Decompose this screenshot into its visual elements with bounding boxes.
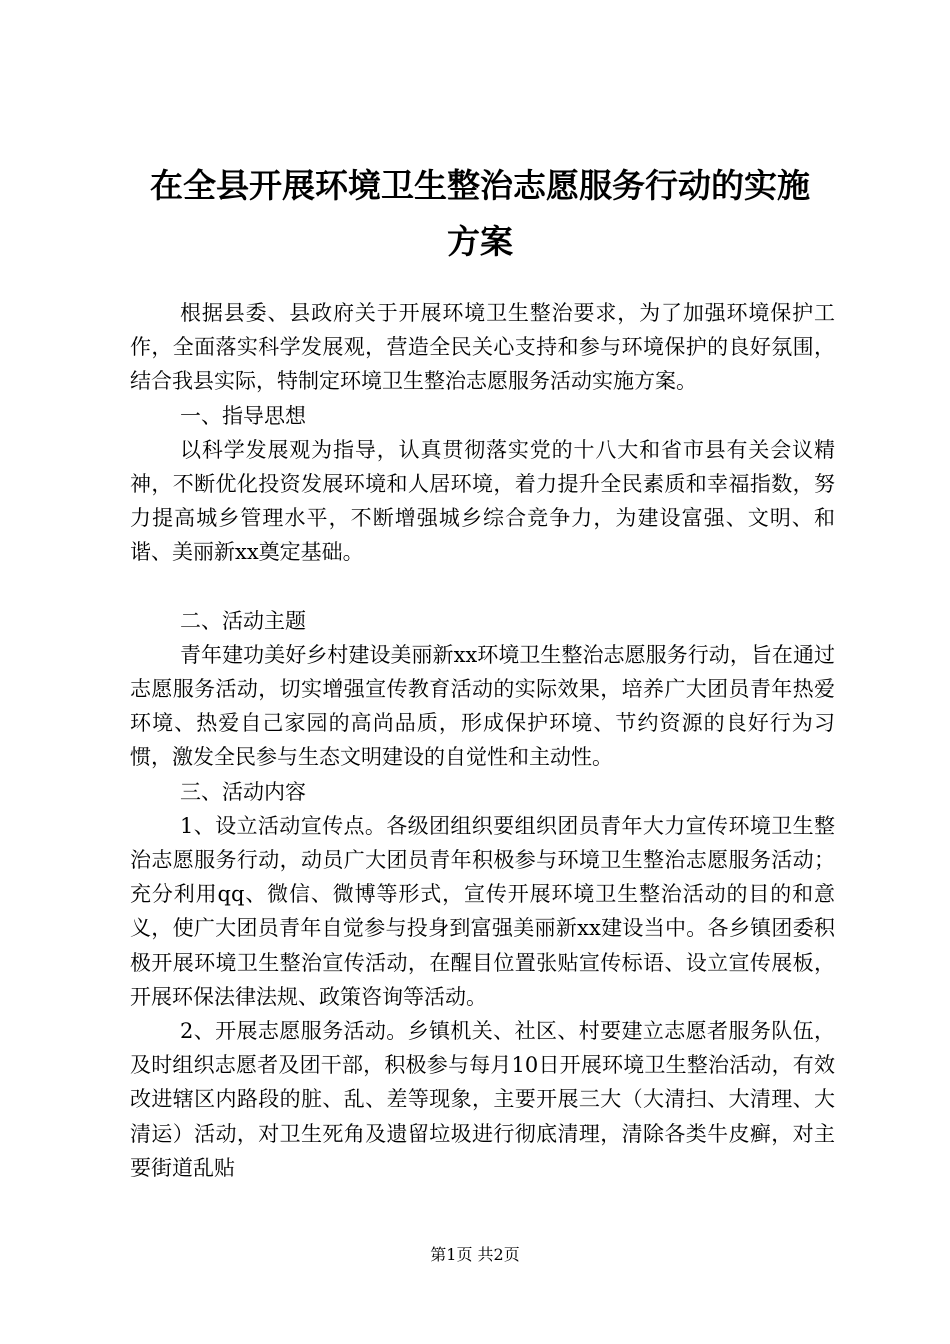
page-footer: 第1页 共2页 (430, 1245, 520, 1264)
section-heading-activity-theme: 二、活动主题 (180, 608, 306, 633)
paragraph-gap (130, 570, 835, 604)
document-title-line2: 方案 (447, 222, 513, 261)
section-body-guiding-ideology: 以科学发展观为指导，认真贯彻落实党的十八大和省市县有关会议精神，不断优化投资发展环境和人居环境，着力提升全民素质和幸福指数，努力提高城乡管理水平，不断增强城乡综合竞争力，为建设富强、文明、和谐、美丽新xx奠定基础。 (130, 437, 835, 565)
activity-item-2: 2、开展志愿服务活动。乡镇机关、社区、村要建立志愿者服务队伍，及时组织志愿者及团干部，积极参与每月10日开展环境卫生整治活动，有效改进辖区内路段的脏、乱、差等现象，主要开展三大（大清扫、大清理、大清运）活动，对卫生死角及遗留垃圾进行彻底清理，清除各类牛皮癣，对主要街道乱贴 (130, 1019, 835, 1180)
section-heading-activity-content: 三、活动内容 (180, 779, 306, 804)
section-heading-guiding-ideology: 一、指导思想 (180, 403, 306, 428)
document-body (130, 296, 835, 1185)
activity-item-1: 1、设立活动宣传点。各级团组织要组织团员青年大力宣传环境卫生整治志愿服务行动，动员广大团员青年积极参与环境卫生整治志愿服务活动；充分利用qq、微信、微博等形式，宣传开展环境卫生整治活动的目的和意义，使广大团员青年自觉参与投身到富强美丽新xx建设当中。各乡镇团委积极开展环境卫生整治宣传活动，在醒目位置张贴宣传标语、设立宣传展板，开展环保法律法规、政策咨询等活动。 (130, 813, 835, 1009)
document-title-line1: 在全县开展环境卫生整治志愿服务行动的实施 (150, 166, 810, 205)
section-body-activity-theme: 青年建功美好乡村建设美丽新xx环境卫生整治志愿服务行动，旨在通过志愿服务活动，切实增强宣传教育活动的实际效果，培养广大团员青年热爱环境、热爱自己家园的高尚品质，形成保护环境、节约资源的良好行为习惯，激发全民参与生态文明建设的自觉性和主动性。 (130, 642, 835, 770)
intro-paragraph: 根据县委、县政府关于开展环境卫生整治要求，为了加强环境保护工作，全面落实科学发展观，营造全民关心支持和参与环境保护的良好氛围，结合我县实际，特制定环境卫生整治志愿服务活动实施方案。 (130, 301, 835, 394)
